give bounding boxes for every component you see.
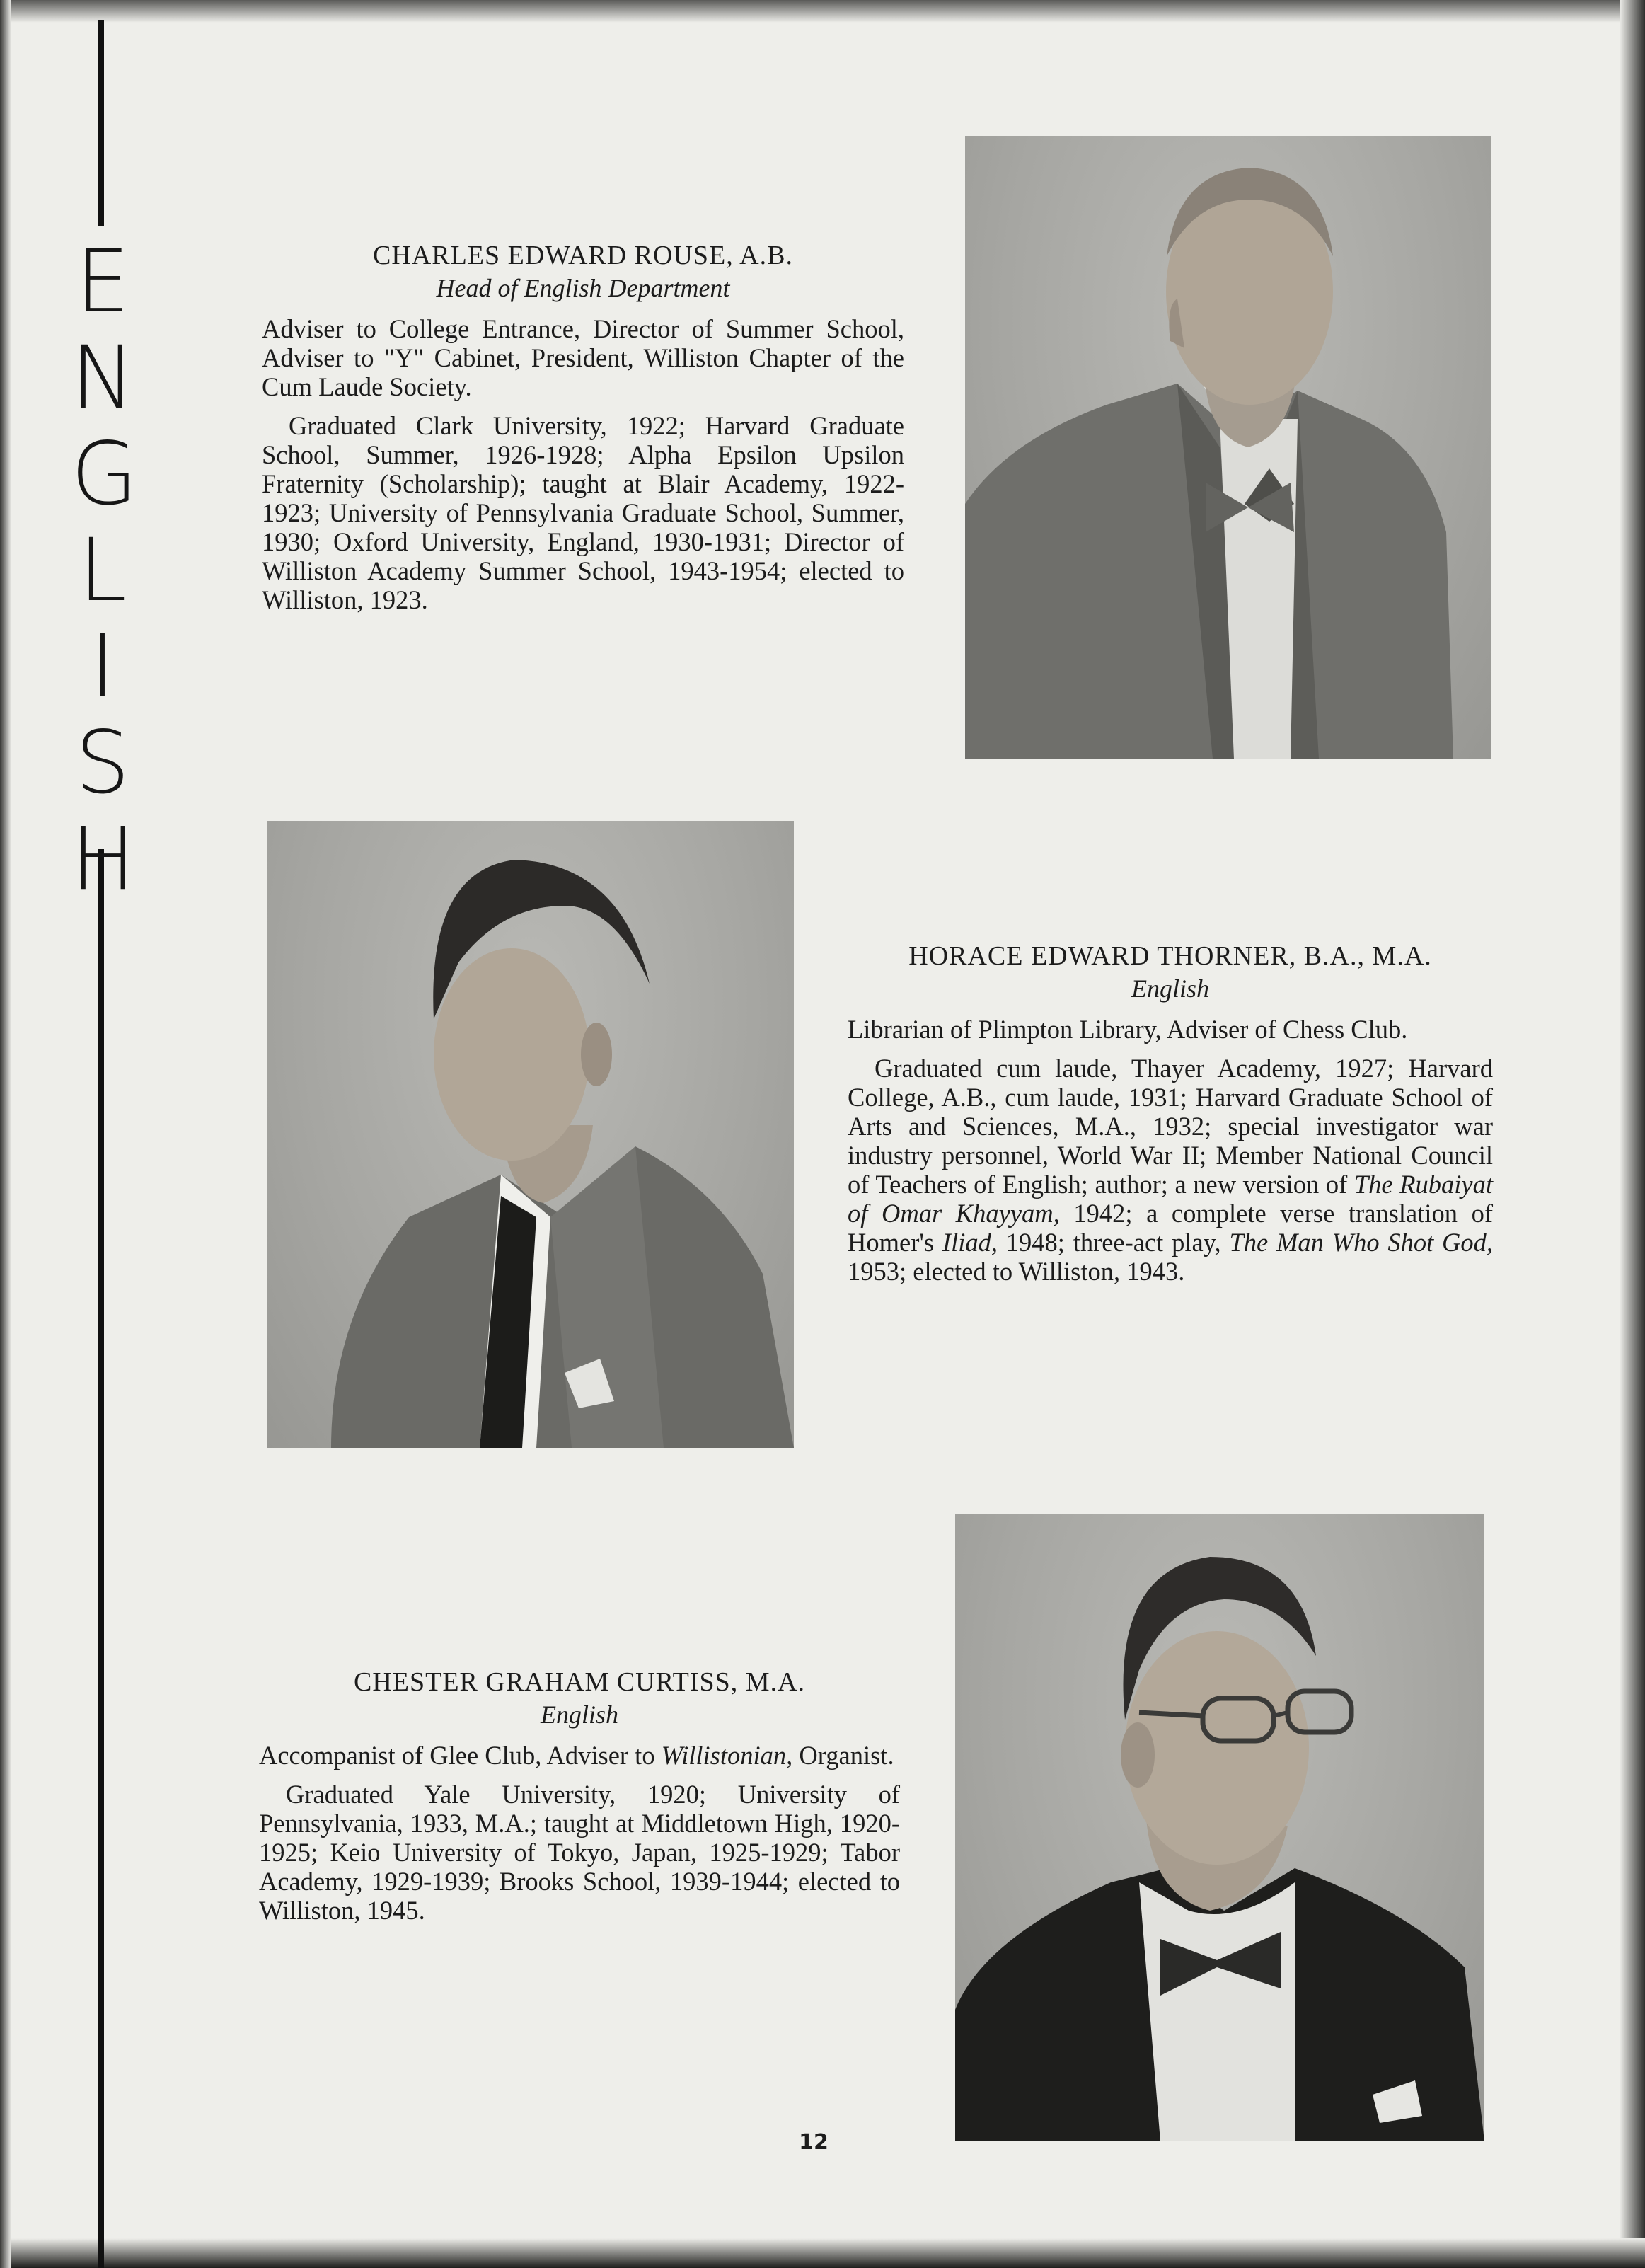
faculty-duties: Librarian of Plimpton Library, Adviser of Chess Club.	[848, 1015, 1408, 1044]
section-letter: S	[75, 713, 130, 813]
portrait-photo-rouse	[965, 136, 1491, 759]
portrait-photo-thorner	[267, 821, 794, 1448]
section-letter: H	[71, 809, 136, 909]
portrait-photo-curtiss	[955, 1514, 1484, 2141]
play-title: The Man Who Shot God,	[1229, 1228, 1494, 1257]
book-title-rubaiyat: The Rubaiyat of Omar Khayyam,	[848, 1170, 1493, 1228]
faculty-role: English	[1131, 974, 1209, 1003]
section-letter: G	[71, 424, 138, 524]
faculty-role: English	[540, 1700, 618, 1729]
section-letter: E	[75, 231, 130, 332]
page-edge-left	[0, 0, 11, 2268]
faculty-name: HORACE EDWARD THORNER, B.A., M.A.	[908, 941, 1432, 971]
page-number: 12	[799, 2130, 829, 2155]
faculty-history	[848, 1054, 1493, 1286]
section-rule-bottom	[98, 849, 104, 2268]
faculty-duties: Adviser to College Entrance, Director of Summer School, Adviser to "Y" Cabinet, President, Williston Chapter of the Cum Laude Society.	[262, 314, 904, 401]
bio-curtiss	[259, 1666, 900, 1935]
page-edge-bottom	[0, 2238, 1645, 2268]
section-title-english	[71, 231, 138, 909]
duties-text: Accompanist of Glee Club, Adviser to	[259, 1741, 662, 1770]
history-text: Graduated cum laude, Thayer Academy, 1927; Harvard College, A.B., cum laude, 1931; Harvard Graduate School of Arts and Sciences, M.A., 1932; special investigator war industry personnel, World War II; Member National Council of Teachers of English; author; a new version of	[848, 1054, 1493, 1199]
faculty-history: Graduated Clark University, 1922; Harvard Graduate School, Summer, 1926-1928; Alpha Epsilon Upsilon Fraternity (Scholarship); taught at Blair Academy, 1922-1923; University of Pennsylvania Graduate School, Summer, 1930; Oxford University, England, 1930-1931; Director of Williston Academy Summer School, 1943-1954; elected to Williston, 1923.	[262, 411, 904, 614]
section-letter: L	[79, 520, 127, 621]
bio-rouse	[262, 239, 904, 624]
section-letter: N	[71, 328, 136, 428]
page-edge-top	[0, 0, 1645, 23]
portrait-illustration	[955, 1514, 1484, 2141]
faculty-duties	[259, 1741, 900, 1770]
history-text: 1942; a complete verse translation of Homer's	[848, 1199, 1494, 1257]
page-edge-right	[1620, 0, 1645, 2268]
faculty-name: CHARLES EDWARD ROUSE, A.B.	[373, 241, 793, 270]
publication-title: Willistonian,	[661, 1741, 793, 1770]
portrait-illustration	[267, 821, 794, 1448]
bio-thorner	[848, 940, 1493, 1296]
faculty-role: Head of English Department	[436, 274, 730, 302]
faculty-history: Graduated Yale University, 1920; University of Pennsylvania, 1933, M.A.; taught at Middletown High, 1920-1925; Keio University of Tokyo, Japan, 1925-1929; Tabor Academy, 1929-1939; Brooks School, 1939-1944; elected to Williston, 1945.	[259, 1780, 900, 1925]
portrait-illustration	[965, 136, 1491, 759]
faculty-name: CHESTER GRAHAM CURTISS, M.A.	[353, 1667, 806, 1697]
history-text: 1948; three-act play,	[997, 1228, 1230, 1257]
book-title-iliad: Iliad,	[942, 1228, 998, 1257]
section-letter: I	[90, 616, 115, 717]
history-text: 1953; elected to Williston, 1943.	[848, 1257, 1185, 1286]
section-rule-top	[98, 20, 104, 226]
duties-text: Organist.	[792, 1741, 894, 1770]
